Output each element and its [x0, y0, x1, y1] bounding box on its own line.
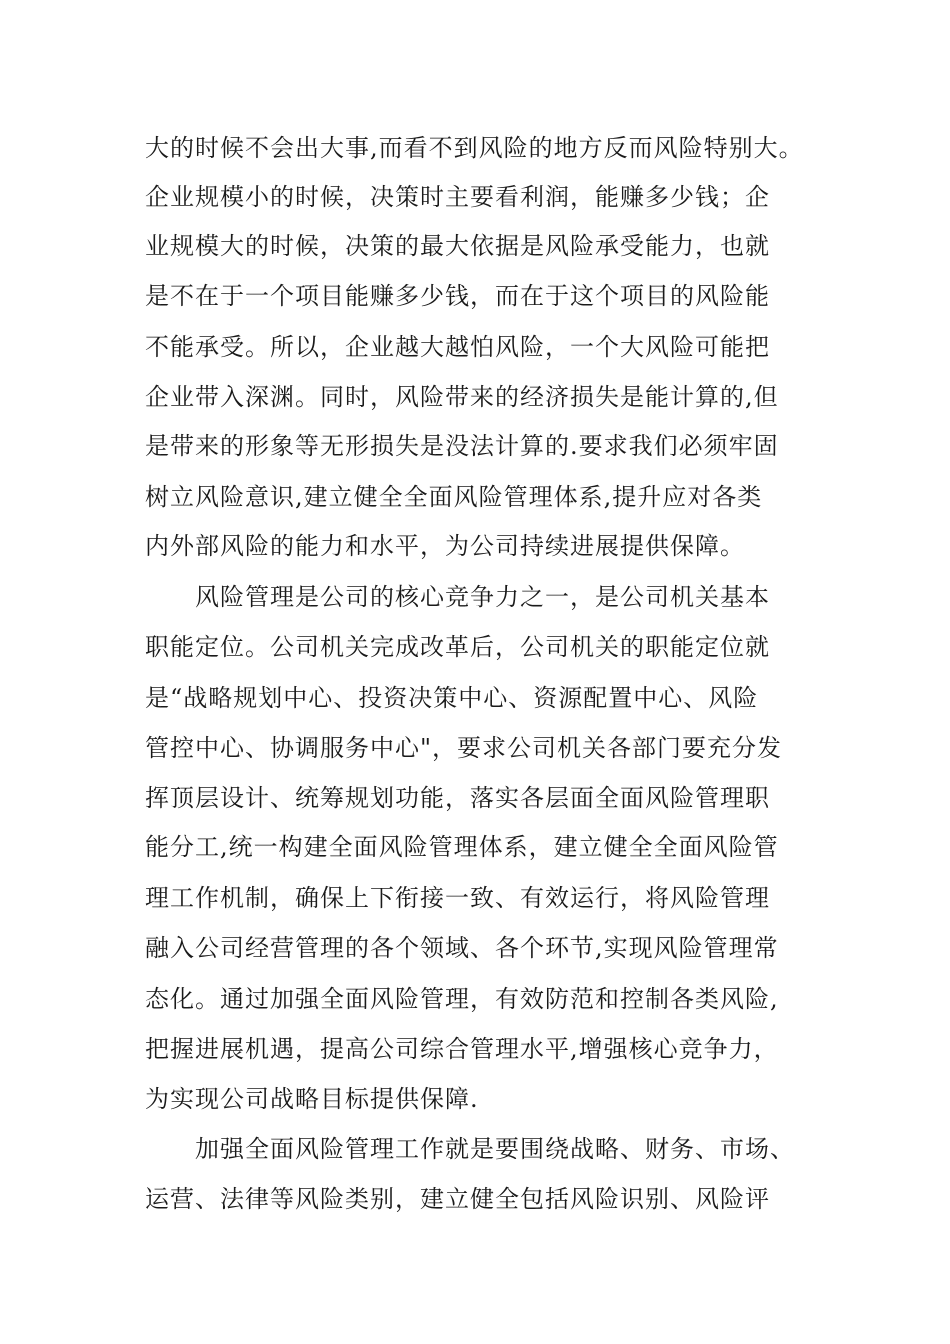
text-line: 为实现公司战略目标提供保障.: [145, 1085, 479, 1113]
text-line: 态化。通过加强全面风险管理，有效防范和控制各类风险,: [145, 985, 779, 1013]
text-line: 管控中心、协调服务中心"，要求公司机关各部门要充分发: [145, 734, 783, 762]
text-line: 企业带入深渊。同时，风险带来的经济损失是能计算的,但: [145, 383, 779, 411]
text-line: 把握进展机遇，提高公司综合管理水平,增强核心竞争力，: [145, 1035, 779, 1063]
text-line: 是不在于一个项目能赚多少钱，而在于这个项目的风险能: [145, 282, 770, 310]
text-line: 树立风险意识,建立健全全面风险管理体系,提升应对各类: [145, 483, 763, 511]
text-line: 挥顶层设计、统筹规划功能，落实各层面全面风险管理职: [145, 784, 770, 812]
text-line: 企业规模小的时候，决策时主要看利润，能赚多少钱；企: [145, 183, 770, 211]
text-line: 不能承受。所以，企业越大越怕风险，一个大风险可能把: [145, 333, 770, 361]
text-line: 能分工,统一构建全面风险管理体系，建立健全全面风险管: [145, 833, 779, 861]
text-line: 是带来的形象等无形损失是没法计算的.要求我们必须牢固: [145, 432, 779, 460]
paragraph-first-line: 加强全面风险管理工作就是要围绕战略、财务、市场、: [195, 1135, 795, 1163]
text-line: 大的时候不会出大事,而看不到风险的地方反而风险特别大。: [145, 134, 804, 162]
text-line: 运营、法律等风险类别，建立健全包括风险识别、风险评: [145, 1185, 770, 1213]
text-line: 职能定位。公司机关完成改革后，公司机关的职能定位就: [145, 633, 770, 661]
text-line: 是“战略规划中心、投资决策中心、资源配置中心、风险: [145, 684, 759, 712]
paragraph-first-line: 风险管理是公司的核心竞争力之一，是公司机关基本: [195, 583, 770, 611]
text-line: 内外部风险的能力和水平，为公司持续进展提供保障。: [145, 532, 745, 560]
text-line: 融入公司经营管理的各个领域、各个环节,实现风险管理常: [145, 934, 779, 962]
text-line: 业规模大的时候，决策的最大依据是风险承受能力，也就: [145, 232, 770, 260]
text-line: 理工作机制，确保上下衔接一致、有效运行，将风险管理: [145, 884, 770, 912]
